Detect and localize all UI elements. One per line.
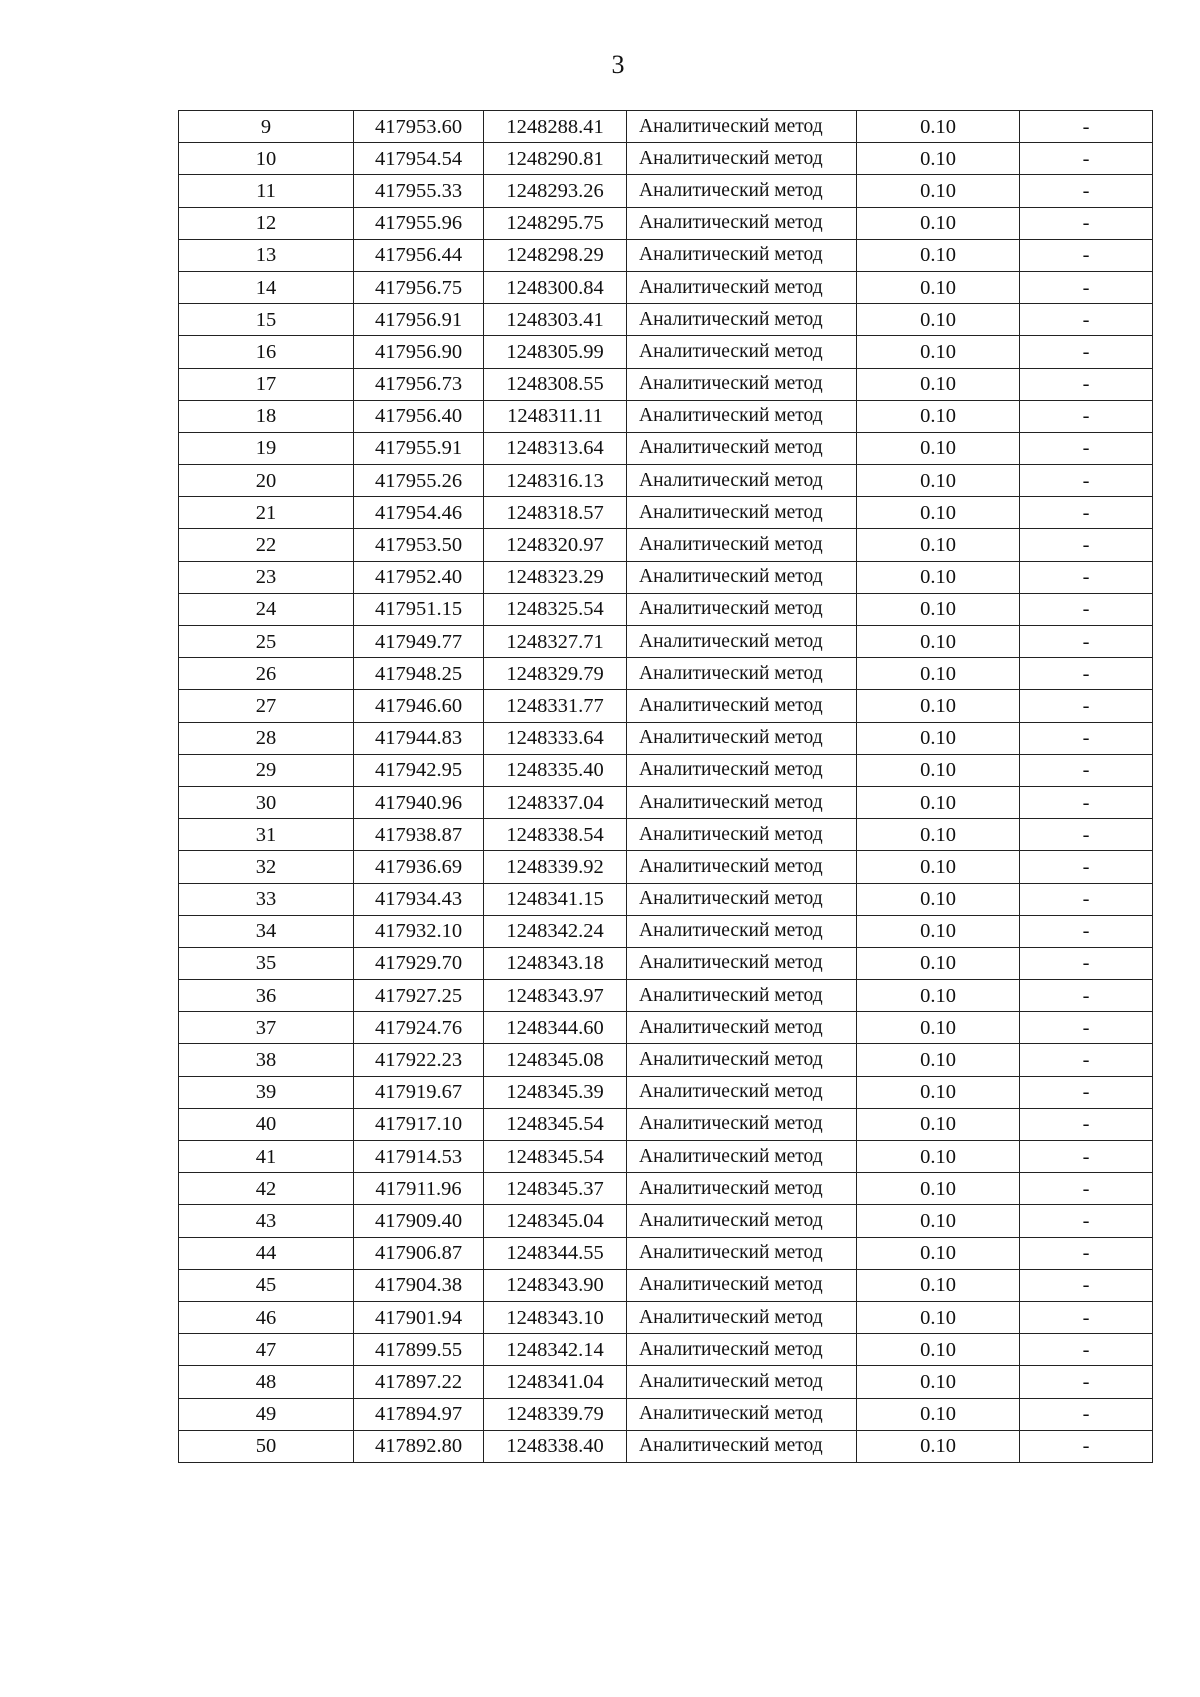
description-cell: -: [1020, 722, 1153, 754]
x-coordinate-cell: 417897.22: [354, 1366, 484, 1398]
y-coordinate-cell: 1248337.04: [484, 786, 627, 818]
point-number-cell: 33: [179, 883, 354, 915]
method-cell: Аналитический метод: [627, 947, 857, 979]
description-cell: -: [1020, 432, 1153, 464]
x-coordinate-cell: 417904.38: [354, 1269, 484, 1301]
y-coordinate-cell: 1248343.10: [484, 1301, 627, 1333]
method-cell: Аналитический метод: [627, 1205, 857, 1237]
point-number-cell: 35: [179, 947, 354, 979]
description-cell: -: [1020, 529, 1153, 561]
y-coordinate-cell: 1248320.97: [484, 529, 627, 561]
x-coordinate-cell: 417946.60: [354, 690, 484, 722]
description-cell: -: [1020, 1141, 1153, 1173]
x-coordinate-cell: 417953.60: [354, 111, 484, 143]
table-row: [179, 111, 1153, 143]
table-row: [179, 883, 1153, 915]
table-row: [179, 1173, 1153, 1205]
y-coordinate-cell: 1248343.18: [484, 947, 627, 979]
table-row: [179, 400, 1153, 432]
description-cell: -: [1020, 593, 1153, 625]
description-cell: -: [1020, 819, 1153, 851]
method-cell: Аналитический метод: [627, 1430, 857, 1462]
accuracy-cell: 0.10: [857, 175, 1020, 207]
accuracy-cell: 0.10: [857, 722, 1020, 754]
description-cell: -: [1020, 883, 1153, 915]
y-coordinate-cell: 1248303.41: [484, 304, 627, 336]
accuracy-cell: 0.10: [857, 368, 1020, 400]
table-row: [179, 1141, 1153, 1173]
point-number-cell: 40: [179, 1108, 354, 1140]
y-coordinate-cell: 1248288.41: [484, 111, 627, 143]
accuracy-cell: 0.10: [857, 1173, 1020, 1205]
table-row: [179, 754, 1153, 786]
method-cell: Аналитический метод: [627, 271, 857, 303]
description-cell: -: [1020, 1237, 1153, 1269]
accuracy-cell: 0.10: [857, 1430, 1020, 1462]
x-coordinate-cell: 417938.87: [354, 819, 484, 851]
accuracy-cell: 0.10: [857, 593, 1020, 625]
method-cell: Аналитический метод: [627, 722, 857, 754]
description-cell: -: [1020, 561, 1153, 593]
page-number: 3: [611, 50, 625, 79]
accuracy-cell: 0.10: [857, 883, 1020, 915]
x-coordinate-cell: 417932.10: [354, 915, 484, 947]
description-cell: -: [1020, 1334, 1153, 1366]
point-number-cell: 48: [179, 1366, 354, 1398]
point-number-cell: 49: [179, 1398, 354, 1430]
y-coordinate-cell: 1248341.15: [484, 883, 627, 915]
method-cell: Аналитический метод: [627, 1334, 857, 1366]
x-coordinate-cell: 417949.77: [354, 626, 484, 658]
method-cell: Аналитический метод: [627, 819, 857, 851]
description-cell: -: [1020, 111, 1153, 143]
point-number-cell: 23: [179, 561, 354, 593]
table-row: [179, 915, 1153, 947]
y-coordinate-cell: 1248343.90: [484, 1269, 627, 1301]
accuracy-cell: 0.10: [857, 1076, 1020, 1108]
method-cell: Аналитический метод: [627, 497, 857, 529]
table-row: [179, 175, 1153, 207]
table-row: [179, 722, 1153, 754]
point-number-cell: 45: [179, 1269, 354, 1301]
description-cell: -: [1020, 1205, 1153, 1237]
y-coordinate-cell: 1248323.29: [484, 561, 627, 593]
accuracy-cell: 0.10: [857, 915, 1020, 947]
description-cell: -: [1020, 915, 1153, 947]
point-number-cell: 28: [179, 722, 354, 754]
method-cell: Аналитический метод: [627, 754, 857, 786]
description-cell: -: [1020, 851, 1153, 883]
table-row: [179, 207, 1153, 239]
point-number-cell: 31: [179, 819, 354, 851]
x-coordinate-cell: 417942.95: [354, 754, 484, 786]
accuracy-cell: 0.10: [857, 432, 1020, 464]
table-row: [179, 819, 1153, 851]
x-coordinate-cell: 417909.40: [354, 1205, 484, 1237]
method-cell: Аналитический метод: [627, 239, 857, 271]
point-number-cell: 20: [179, 465, 354, 497]
x-coordinate-cell: 417934.43: [354, 883, 484, 915]
y-coordinate-cell: 1248344.60: [484, 1012, 627, 1044]
y-coordinate-cell: 1248333.64: [484, 722, 627, 754]
table-row: [179, 497, 1153, 529]
y-coordinate-cell: 1248345.37: [484, 1173, 627, 1205]
method-cell: Аналитический метод: [627, 465, 857, 497]
y-coordinate-cell: 1248345.39: [484, 1076, 627, 1108]
description-cell: -: [1020, 1012, 1153, 1044]
description-cell: -: [1020, 1044, 1153, 1076]
x-coordinate-cell: 417956.73: [354, 368, 484, 400]
point-number-cell: 26: [179, 658, 354, 690]
description-cell: -: [1020, 980, 1153, 1012]
y-coordinate-cell: 1248316.13: [484, 465, 627, 497]
table-row: [179, 1205, 1153, 1237]
y-coordinate-cell: 1248341.04: [484, 1366, 627, 1398]
point-number-cell: 17: [179, 368, 354, 400]
x-coordinate-cell: 417899.55: [354, 1334, 484, 1366]
description-cell: -: [1020, 207, 1153, 239]
accuracy-cell: 0.10: [857, 1398, 1020, 1430]
accuracy-cell: 0.10: [857, 1334, 1020, 1366]
accuracy-cell: 0.10: [857, 658, 1020, 690]
x-coordinate-cell: 417919.67: [354, 1076, 484, 1108]
table-row: [179, 1269, 1153, 1301]
description-cell: -: [1020, 1269, 1153, 1301]
point-number-cell: 50: [179, 1430, 354, 1462]
method-cell: Аналитический метод: [627, 432, 857, 464]
y-coordinate-cell: 1248329.79: [484, 658, 627, 690]
y-coordinate-cell: 1248343.97: [484, 980, 627, 1012]
description-cell: -: [1020, 400, 1153, 432]
method-cell: Аналитический метод: [627, 1012, 857, 1044]
x-coordinate-cell: 417948.25: [354, 658, 484, 690]
method-cell: Аналитический метод: [627, 207, 857, 239]
y-coordinate-cell: 1248339.79: [484, 1398, 627, 1430]
accuracy-cell: 0.10: [857, 754, 1020, 786]
table-row: [179, 529, 1153, 561]
table-row: [179, 432, 1153, 464]
accuracy-cell: 0.10: [857, 1012, 1020, 1044]
x-coordinate-cell: 417956.44: [354, 239, 484, 271]
accuracy-cell: 0.10: [857, 1237, 1020, 1269]
table-row: [179, 1398, 1153, 1430]
x-coordinate-cell: 417955.96: [354, 207, 484, 239]
table-row: [179, 1108, 1153, 1140]
table-row: [179, 1012, 1153, 1044]
table-row: [179, 1237, 1153, 1269]
table-row: [179, 1366, 1153, 1398]
point-number-cell: 16: [179, 336, 354, 368]
table-row: [179, 239, 1153, 271]
table-row: [179, 658, 1153, 690]
x-coordinate-cell: 417894.97: [354, 1398, 484, 1430]
point-number-cell: 47: [179, 1334, 354, 1366]
y-coordinate-cell: 1248335.40: [484, 754, 627, 786]
accuracy-cell: 0.10: [857, 1044, 1020, 1076]
x-coordinate-cell: 417951.15: [354, 593, 484, 625]
point-number-cell: 44: [179, 1237, 354, 1269]
description-cell: -: [1020, 1430, 1153, 1462]
method-cell: Аналитический метод: [627, 593, 857, 625]
point-number-cell: 39: [179, 1076, 354, 1108]
accuracy-cell: 0.10: [857, 465, 1020, 497]
table-row: [179, 980, 1153, 1012]
accuracy-cell: 0.10: [857, 207, 1020, 239]
y-coordinate-cell: 1248345.04: [484, 1205, 627, 1237]
table-row: [179, 1301, 1153, 1333]
accuracy-cell: 0.10: [857, 561, 1020, 593]
point-number-cell: 25: [179, 626, 354, 658]
point-number-cell: 38: [179, 1044, 354, 1076]
method-cell: Аналитический метод: [627, 1141, 857, 1173]
accuracy-cell: 0.10: [857, 851, 1020, 883]
y-coordinate-cell: 1248308.55: [484, 368, 627, 400]
description-cell: -: [1020, 239, 1153, 271]
y-coordinate-cell: 1248345.08: [484, 1044, 627, 1076]
point-number-cell: 30: [179, 786, 354, 818]
description-cell: -: [1020, 1076, 1153, 1108]
point-number-cell: 32: [179, 851, 354, 883]
x-coordinate-cell: 417952.40: [354, 561, 484, 593]
method-cell: Аналитический метод: [627, 1076, 857, 1108]
method-cell: Аналитический метод: [627, 111, 857, 143]
table-row: [179, 786, 1153, 818]
y-coordinate-cell: 1248311.11: [484, 400, 627, 432]
description-cell: -: [1020, 304, 1153, 336]
y-coordinate-cell: 1248345.54: [484, 1141, 627, 1173]
y-coordinate-cell: 1248338.40: [484, 1430, 627, 1462]
point-number-cell: 21: [179, 497, 354, 529]
table-row: [179, 336, 1153, 368]
point-number-cell: 14: [179, 271, 354, 303]
method-cell: Аналитический метод: [627, 1366, 857, 1398]
description-cell: -: [1020, 1398, 1153, 1430]
method-cell: Аналитический метод: [627, 304, 857, 336]
accuracy-cell: 0.10: [857, 626, 1020, 658]
point-number-cell: 12: [179, 207, 354, 239]
method-cell: Аналитический метод: [627, 1269, 857, 1301]
table-row: [179, 593, 1153, 625]
x-coordinate-cell: 417914.53: [354, 1141, 484, 1173]
table-row: [179, 626, 1153, 658]
method-cell: Аналитический метод: [627, 1301, 857, 1333]
point-number-cell: 13: [179, 239, 354, 271]
method-cell: Аналитический метод: [627, 400, 857, 432]
method-cell: Аналитический метод: [627, 1237, 857, 1269]
accuracy-cell: 0.10: [857, 143, 1020, 175]
accuracy-cell: 0.10: [857, 786, 1020, 818]
accuracy-cell: 0.10: [857, 947, 1020, 979]
x-coordinate-cell: 417954.46: [354, 497, 484, 529]
description-cell: -: [1020, 175, 1153, 207]
point-number-cell: 24: [179, 593, 354, 625]
point-number-cell: 18: [179, 400, 354, 432]
accuracy-cell: 0.10: [857, 819, 1020, 851]
y-coordinate-cell: 1248331.77: [484, 690, 627, 722]
x-coordinate-cell: 417924.76: [354, 1012, 484, 1044]
point-number-cell: 15: [179, 304, 354, 336]
x-coordinate-cell: 417906.87: [354, 1237, 484, 1269]
point-number-cell: 9: [179, 111, 354, 143]
description-cell: -: [1020, 465, 1153, 497]
accuracy-cell: 0.10: [857, 1301, 1020, 1333]
y-coordinate-cell: 1248342.14: [484, 1334, 627, 1366]
description-cell: -: [1020, 271, 1153, 303]
coordinates-table: [178, 110, 1153, 1463]
accuracy-cell: 0.10: [857, 1108, 1020, 1140]
x-coordinate-cell: 417956.90: [354, 336, 484, 368]
table-row: [179, 561, 1153, 593]
method-cell: Аналитический метод: [627, 368, 857, 400]
point-number-cell: 41: [179, 1141, 354, 1173]
method-cell: Аналитический метод: [627, 786, 857, 818]
method-cell: Аналитический метод: [627, 336, 857, 368]
point-number-cell: 42: [179, 1173, 354, 1205]
point-number-cell: 29: [179, 754, 354, 786]
accuracy-cell: 0.10: [857, 980, 1020, 1012]
table-row: [179, 271, 1153, 303]
coordinates-table-body: [179, 111, 1153, 1463]
y-coordinate-cell: 1248327.71: [484, 626, 627, 658]
x-coordinate-cell: 417929.70: [354, 947, 484, 979]
table-row: [179, 368, 1153, 400]
description-cell: -: [1020, 143, 1153, 175]
point-number-cell: 22: [179, 529, 354, 561]
table-row: [179, 1044, 1153, 1076]
method-cell: Аналитический метод: [627, 529, 857, 561]
point-number-cell: 37: [179, 1012, 354, 1044]
method-cell: Аналитический метод: [627, 143, 857, 175]
point-number-cell: 11: [179, 175, 354, 207]
y-coordinate-cell: 1248325.54: [484, 593, 627, 625]
x-coordinate-cell: 417917.10: [354, 1108, 484, 1140]
x-coordinate-cell: 417955.26: [354, 465, 484, 497]
x-coordinate-cell: 417954.54: [354, 143, 484, 175]
x-coordinate-cell: 417955.91: [354, 432, 484, 464]
accuracy-cell: 0.10: [857, 239, 1020, 271]
y-coordinate-cell: 1248295.75: [484, 207, 627, 239]
method-cell: Аналитический метод: [627, 1398, 857, 1430]
method-cell: Аналитический метод: [627, 658, 857, 690]
accuracy-cell: 0.10: [857, 529, 1020, 561]
y-coordinate-cell: 1248338.54: [484, 819, 627, 851]
method-cell: Аналитический метод: [627, 883, 857, 915]
y-coordinate-cell: 1248305.99: [484, 336, 627, 368]
table-row: [179, 1334, 1153, 1366]
point-number-cell: 36: [179, 980, 354, 1012]
description-cell: -: [1020, 754, 1153, 786]
accuracy-cell: 0.10: [857, 497, 1020, 529]
x-coordinate-cell: 417953.50: [354, 529, 484, 561]
method-cell: Аналитический метод: [627, 851, 857, 883]
method-cell: Аналитический метод: [627, 626, 857, 658]
x-coordinate-cell: 417901.94: [354, 1301, 484, 1333]
y-coordinate-cell: 1248300.84: [484, 271, 627, 303]
y-coordinate-cell: 1248344.55: [484, 1237, 627, 1269]
description-cell: -: [1020, 1301, 1153, 1333]
description-cell: -: [1020, 947, 1153, 979]
table-row: [179, 304, 1153, 336]
x-coordinate-cell: 417956.75: [354, 271, 484, 303]
accuracy-cell: 0.10: [857, 271, 1020, 303]
point-number-cell: 46: [179, 1301, 354, 1333]
description-cell: -: [1020, 1108, 1153, 1140]
x-coordinate-cell: 417956.91: [354, 304, 484, 336]
point-number-cell: 43: [179, 1205, 354, 1237]
accuracy-cell: 0.10: [857, 1269, 1020, 1301]
description-cell: -: [1020, 336, 1153, 368]
y-coordinate-cell: 1248339.92: [484, 851, 627, 883]
accuracy-cell: 0.10: [857, 336, 1020, 368]
table-row: [179, 690, 1153, 722]
point-number-cell: 27: [179, 690, 354, 722]
y-coordinate-cell: 1248345.54: [484, 1108, 627, 1140]
description-cell: -: [1020, 497, 1153, 529]
method-cell: Аналитический метод: [627, 1173, 857, 1205]
description-cell: -: [1020, 658, 1153, 690]
table-row: [179, 851, 1153, 883]
x-coordinate-cell: 417944.83: [354, 722, 484, 754]
table-row: [179, 465, 1153, 497]
accuracy-cell: 0.10: [857, 304, 1020, 336]
point-number-cell: 19: [179, 432, 354, 464]
x-coordinate-cell: 417940.96: [354, 786, 484, 818]
y-coordinate-cell: 1248313.64: [484, 432, 627, 464]
accuracy-cell: 0.10: [857, 1141, 1020, 1173]
accuracy-cell: 0.10: [857, 111, 1020, 143]
method-cell: Аналитический метод: [627, 1044, 857, 1076]
y-coordinate-cell: 1248290.81: [484, 143, 627, 175]
y-coordinate-cell: 1248342.24: [484, 915, 627, 947]
description-cell: -: [1020, 1366, 1153, 1398]
table-row: [179, 1076, 1153, 1108]
y-coordinate-cell: 1248318.57: [484, 497, 627, 529]
method-cell: Аналитический метод: [627, 561, 857, 593]
description-cell: -: [1020, 690, 1153, 722]
method-cell: Аналитический метод: [627, 915, 857, 947]
description-cell: -: [1020, 626, 1153, 658]
x-coordinate-cell: 417936.69: [354, 851, 484, 883]
description-cell: -: [1020, 1173, 1153, 1205]
table-row: [179, 947, 1153, 979]
description-cell: -: [1020, 368, 1153, 400]
x-coordinate-cell: 417922.23: [354, 1044, 484, 1076]
accuracy-cell: 0.10: [857, 1205, 1020, 1237]
y-coordinate-cell: 1248298.29: [484, 239, 627, 271]
description-cell: -: [1020, 786, 1153, 818]
x-coordinate-cell: 417911.96: [354, 1173, 484, 1205]
method-cell: Аналитический метод: [627, 1108, 857, 1140]
accuracy-cell: 0.10: [857, 1366, 1020, 1398]
table-row: [179, 143, 1153, 175]
accuracy-cell: 0.10: [857, 690, 1020, 722]
method-cell: Аналитический метод: [627, 175, 857, 207]
y-coordinate-cell: 1248293.26: [484, 175, 627, 207]
accuracy-cell: 0.10: [857, 400, 1020, 432]
x-coordinate-cell: 417927.25: [354, 980, 484, 1012]
x-coordinate-cell: 417955.33: [354, 175, 484, 207]
x-coordinate-cell: 417956.40: [354, 400, 484, 432]
x-coordinate-cell: 417892.80: [354, 1430, 484, 1462]
point-number-cell: 34: [179, 915, 354, 947]
method-cell: Аналитический метод: [627, 690, 857, 722]
table-row: [179, 1430, 1153, 1462]
point-number-cell: 10: [179, 143, 354, 175]
method-cell: Аналитический метод: [627, 980, 857, 1012]
